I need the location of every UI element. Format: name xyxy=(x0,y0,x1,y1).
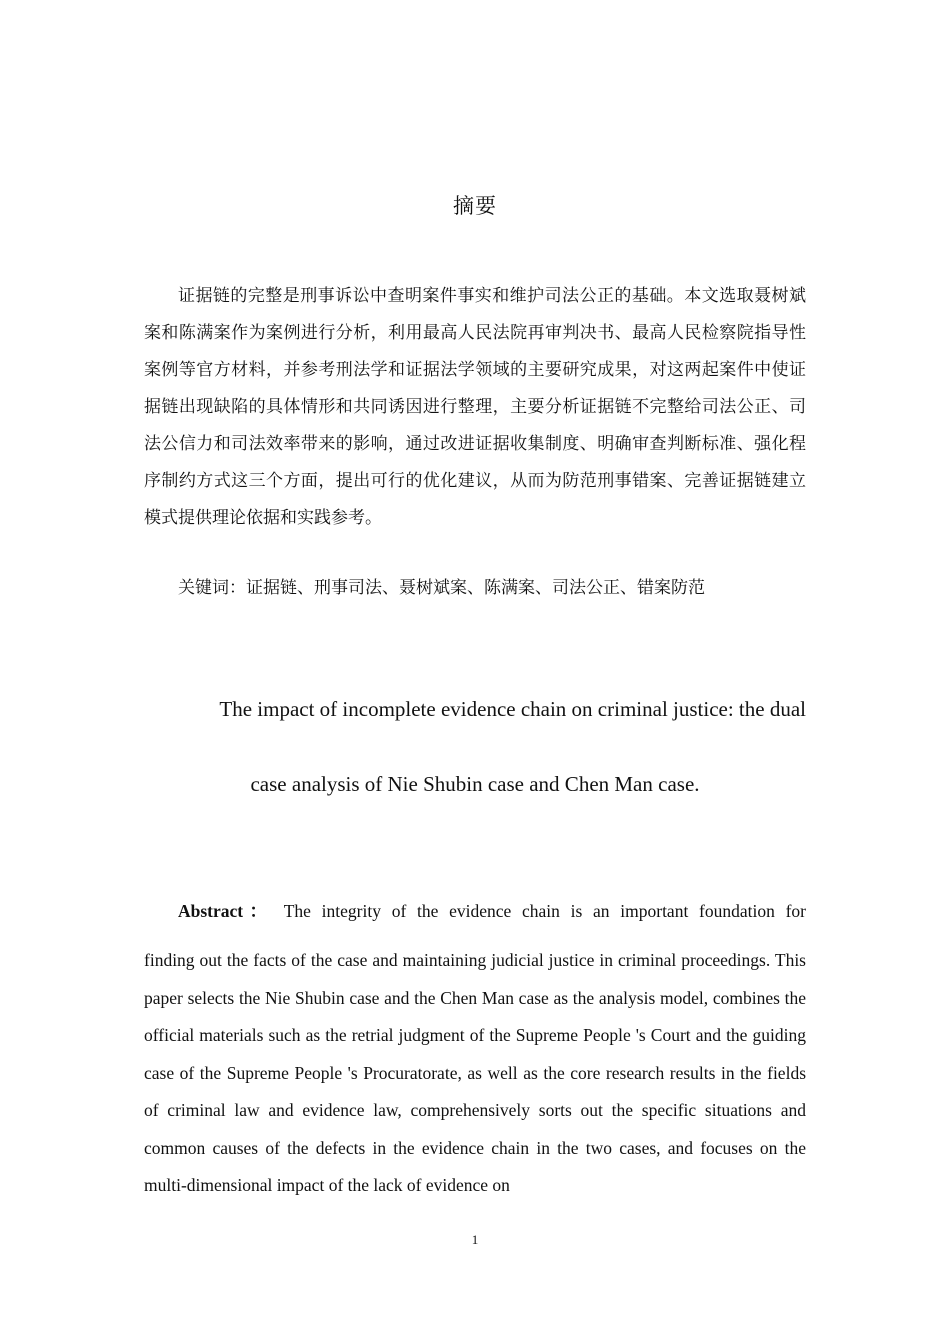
english-abstract-body xyxy=(144,893,806,1205)
page-number: 1 xyxy=(471,1232,479,1247)
chinese-abstract-body: 证据链的完整是刑事诉讼中查明案件事实和维护司法公正的基础。本文选取聂树斌案和陈满案作为案例进行分析，利用最高人民法院再审判决书、最高人民检察院指导性案例等官方材料，并参考刑法学和证据法学领域的主要研究成果，对这两起案件中使证据链出现缺陷的具体情形和共同诱因进行整理，主要分析证据链不完整给司法公正、司法公信力和司法效率带来的影响，通过改进证据收集制度、明确审查判断标准、强化程序制约方式这三个方面，提出可行的优化建议，从而为防范刑事错案、完善证据链建立模式提供理论依据和实践参考。 xyxy=(144,286,806,528)
english-title-line-1: The impact of incomplete evidence chain on criminal justice: the dual xyxy=(219,697,806,721)
english-abstract-label: Abstract： xyxy=(178,901,274,921)
english-abstract-text: finding out the facts of the case and maintaining judicial justice in criminal proceedings. This paper selects the Nie Shubin case and the Chen Man case as the analysis model, combines the official materials such as the retrial judgment of the Supreme People 's Court and the guiding case of the Supreme People 's Procuratorate, as well as the core research results in the fields of criminal law and evidence law, comprehensively sorts out the specific situations and common causes of the defects in the evidence chain in the two cases, and focuses on the multi-dimensional impact of the lack of evidence on xyxy=(144,950,806,1195)
english-abstract-first-line xyxy=(144,893,806,930)
chinese-abstract-title: 摘要 xyxy=(453,194,497,218)
english-abstract-first-line-text: The integrity of the evidence chain is an important foundation for xyxy=(273,901,806,921)
english-title-line-2: case analysis of Nie Shubin case and Chen Man case. xyxy=(250,772,700,796)
chinese-keywords: 关键词：证据链、刑事司法、聂树斌案、陈满案、司法公正、错案防范 xyxy=(178,578,705,598)
